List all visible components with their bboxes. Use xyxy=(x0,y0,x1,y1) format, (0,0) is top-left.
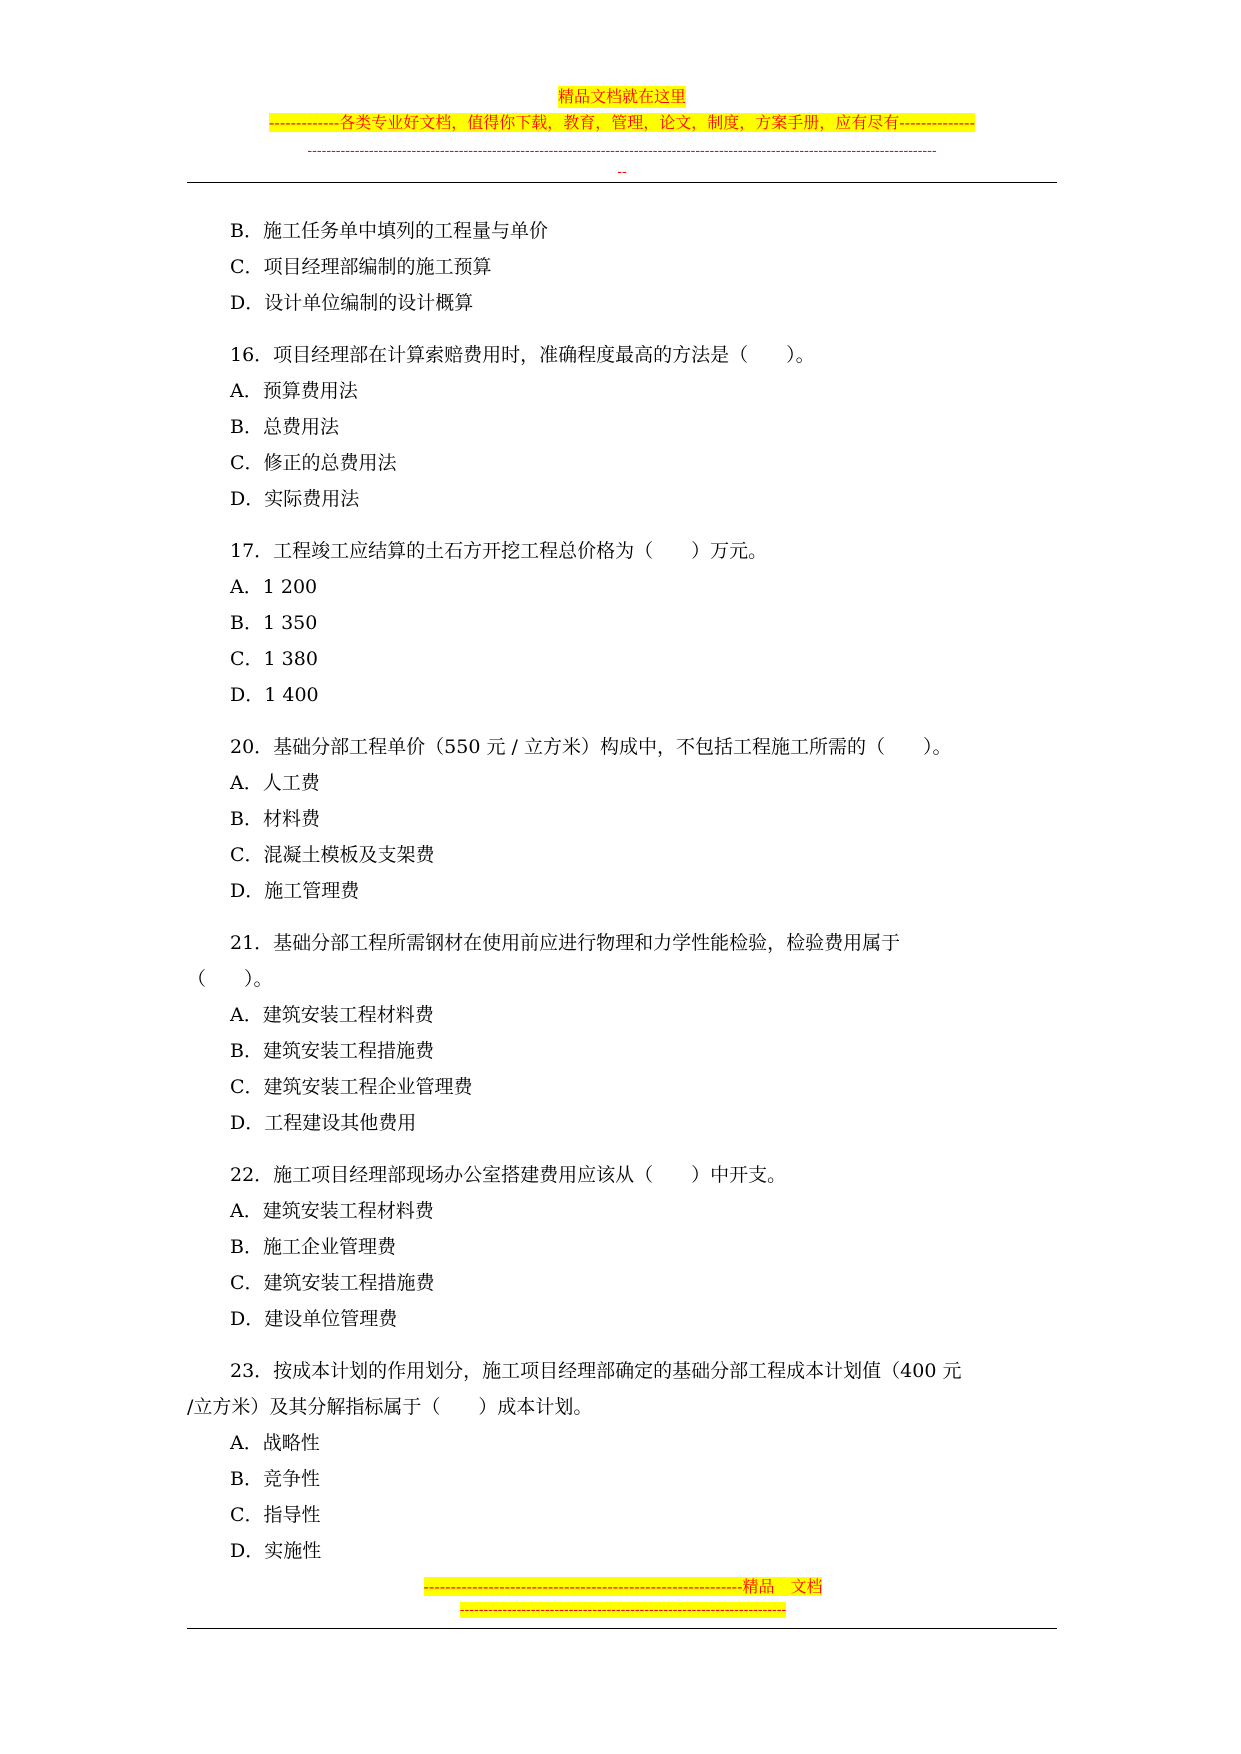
option-line: D．施工管理费 xyxy=(230,880,360,902)
document-body xyxy=(187,217,1057,1573)
question-20: 20．基础分部工程单价（550 元 / 立方米）构成中，不包括工程施工所需的（ ）。 xyxy=(230,736,952,758)
header-banner: -------------各类专业好文档，值得你下载，教育，管理，论文，制度，方案手册，应有尽有-------------- xyxy=(269,113,975,132)
option-line: B．总费用法 xyxy=(230,416,339,438)
option-line: D．工程建设其他费用 xyxy=(230,1112,417,1134)
page-footer xyxy=(393,1576,853,1620)
question-21: 21．基础分部工程所需钢材在使用前应进行物理和力学性能检验，检验费用属于 xyxy=(230,932,901,954)
header-dash-tail: -- xyxy=(617,164,627,180)
option-line: C．项目经理部编制的施工预算 xyxy=(230,256,492,278)
question-16: 16．项目经理部在计算索赔费用时，准确程度最高的方法是（ ）。 xyxy=(230,344,815,366)
question-17: 17．工程竣工应结算的土石方开挖工程总价格为（ ）万元。 xyxy=(230,540,768,562)
option-line: A．人工费 xyxy=(230,772,320,794)
option-line: A．建筑安装工程材料费 xyxy=(230,1004,434,1026)
header-title: 精品文档就在这里 xyxy=(557,87,686,106)
option-line: B．施工企业管理费 xyxy=(230,1236,396,1258)
option-line: B．施工任务单中填列的工程量与单价 xyxy=(230,220,548,242)
option-line: D．建设单位管理费 xyxy=(230,1308,398,1330)
option-line: D．实际费用法 xyxy=(230,488,360,510)
option-line: A．战略性 xyxy=(230,1432,320,1454)
question-23: 23．按成本计划的作用划分，施工项目经理部确定的基础分部工程成本计划值（400 元 xyxy=(230,1360,962,1382)
option-line: C．1 380 xyxy=(230,648,318,670)
option-line: D．设计单位编制的设计概算 xyxy=(230,292,474,314)
option-line: B．1 350 xyxy=(230,612,318,634)
footer-banner: -----------------------------------------------------------精品 文档 xyxy=(423,1577,823,1596)
question-23-continuation: /立方米）及其分解指标属于（ ）成本计划。 xyxy=(187,1396,593,1418)
option-line: A．建筑安装工程材料费 xyxy=(230,1200,434,1222)
option-line: C．建筑安装工程企业管理费 xyxy=(230,1076,473,1098)
footer-dash-line: --------------------------------------------------------------------- xyxy=(459,1602,787,1618)
footer-rule xyxy=(187,1628,1057,1629)
question-22: 22．施工项目经理部现场办公室搭建费用应该从（ ）中开支。 xyxy=(230,1164,787,1186)
option-line: B．材料费 xyxy=(230,808,320,830)
option-line: C．修正的总费用法 xyxy=(230,452,397,474)
option-line: C．建筑安装工程措施费 xyxy=(230,1272,435,1294)
option-line: A．1 200 xyxy=(230,576,318,598)
question-21-continuation: （ ）。 xyxy=(187,968,273,990)
option-line: D．1 400 xyxy=(230,684,319,706)
option-line: B．竞争性 xyxy=(230,1468,320,1490)
option-line: D．实施性 xyxy=(230,1540,322,1562)
option-line: A．预算费用法 xyxy=(230,380,358,402)
option-line: B．建筑安装工程措施费 xyxy=(230,1040,434,1062)
page-header xyxy=(187,86,1057,182)
header-dash-line: ------------------------------------------------------------------------------------------------------------------------------------- xyxy=(307,143,937,159)
header-rule xyxy=(187,182,1057,183)
option-line: C．混凝土模板及支架费 xyxy=(230,844,435,866)
option-line: C．指导性 xyxy=(230,1504,321,1526)
